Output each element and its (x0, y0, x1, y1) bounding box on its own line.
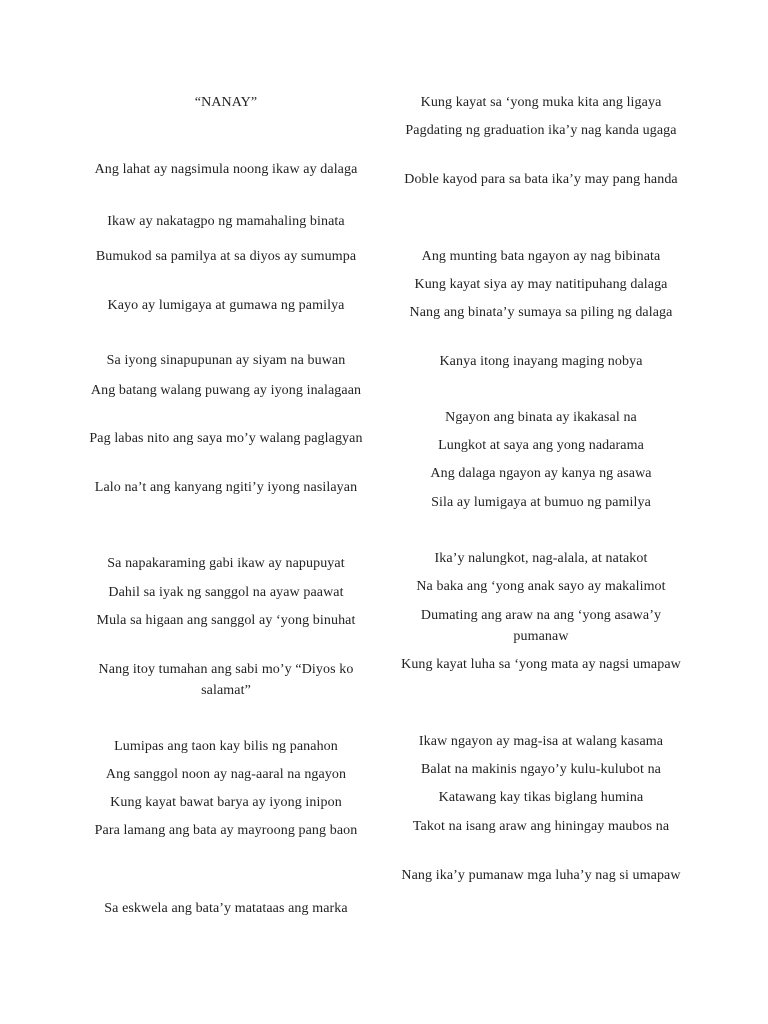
poem-line: Ang lahat ay nagsimula noong ikaw ay dalaga (94, 162, 358, 177)
poem-line: Sa iyong sinapupunan ay siyam na buwan (106, 353, 346, 368)
poem-line: Nang ika’y pumanaw mga luha’y nag si umapaw (401, 868, 681, 883)
poem-line: Ika’y nalungkot, nag-alala, at natakot (434, 551, 648, 566)
poem-line: Sila ay lumigaya at bumuo ng pamilya (431, 495, 651, 510)
poem-line: Mula sa higaan ang sanggol ay ‘yong binuhat (96, 613, 356, 628)
poem-line: Ang sanggol noon ay nag-aaral na ngayon (105, 767, 347, 782)
poem-line: Balat na makinis ngayo’y kulu-kulubot na (420, 762, 661, 777)
poem-line: Ikaw ngayon ay mag-isa at walang kasama (418, 734, 664, 749)
poem-line: Kung kayat luha sa ‘yong mata ay nagsi umapaw (401, 657, 681, 672)
poem-line: Pag labas nito ang saya mo’y walang paglagyan (89, 431, 363, 446)
poem-line: Nang ang binata’y sumaya sa piling ng dalaga (409, 305, 673, 320)
poem-title: “NANAY” (194, 95, 258, 110)
poem-line: Dahil sa iyak ng sanggol na ayaw paawat (108, 585, 344, 600)
poem-line: Lalo na’t ang kanyang ngiti’y iyong nasilayan (94, 480, 358, 495)
poem-line: Na baka ang ‘yong anak sayo ay makalimot (416, 579, 666, 594)
poem-line: Bumukod sa pamilya at sa diyos ay sumumpa (95, 249, 357, 264)
poem-line: Ang munting bata ngayon ay nag bibinata (421, 249, 661, 264)
poem-line: Ang batang walang puwang ay iyong inalagaan (90, 383, 362, 398)
poem-line: Pagdating ng graduation ika’y nag kanda ugaga (405, 123, 677, 138)
poem-line: Sa eskwela ang bata’y matataas ang marka (104, 901, 348, 916)
poem-line: Lungkot at saya ang yong nadarama (438, 438, 644, 453)
poem-line: Dumating ang araw na ang ‘yong asawa’y pumanaw (420, 608, 662, 644)
poem-line: Takot na isang araw ang hiningay maubos na (412, 819, 670, 834)
poem-line: Kayo ay lumigaya at gumawa ng pamilya (107, 298, 345, 313)
poem-line: Kung kayat sa ‘yong muka kita ang ligaya (420, 95, 662, 110)
poem-line: Ang dalaga ngayon ay kanya ng asawa (430, 466, 652, 481)
poem-line: Ikaw ay nakatagpo ng mamahaling binata (107, 214, 345, 229)
poem-line: Sa napakaraming gabi ikaw ay napupuyat (107, 556, 345, 571)
poem-line: Ngayon ang binata ay ikakasal na (445, 410, 637, 425)
poem-line: Katawang kay tikas biglang humina (438, 790, 644, 805)
poem-line: Kanya itong inayang maging nobya (439, 354, 643, 369)
poem-line: Kung kayat bawat barya ay iyong inipon (110, 795, 342, 810)
poem-line: Nang itoy tumahan ang sabi mo’y “Diyos ko salamat” (98, 662, 354, 698)
poem-line: Lumipas ang taon kay bilis ng panahon (114, 739, 338, 754)
poem-line: Kung kayat siya ay may natitipuhang dalaga (414, 277, 668, 292)
poem-line: Para lamang ang bata ay mayroong pang baon (94, 823, 358, 838)
poem-line: Doble kayod para sa bata ika’y may pang handa (404, 172, 678, 187)
